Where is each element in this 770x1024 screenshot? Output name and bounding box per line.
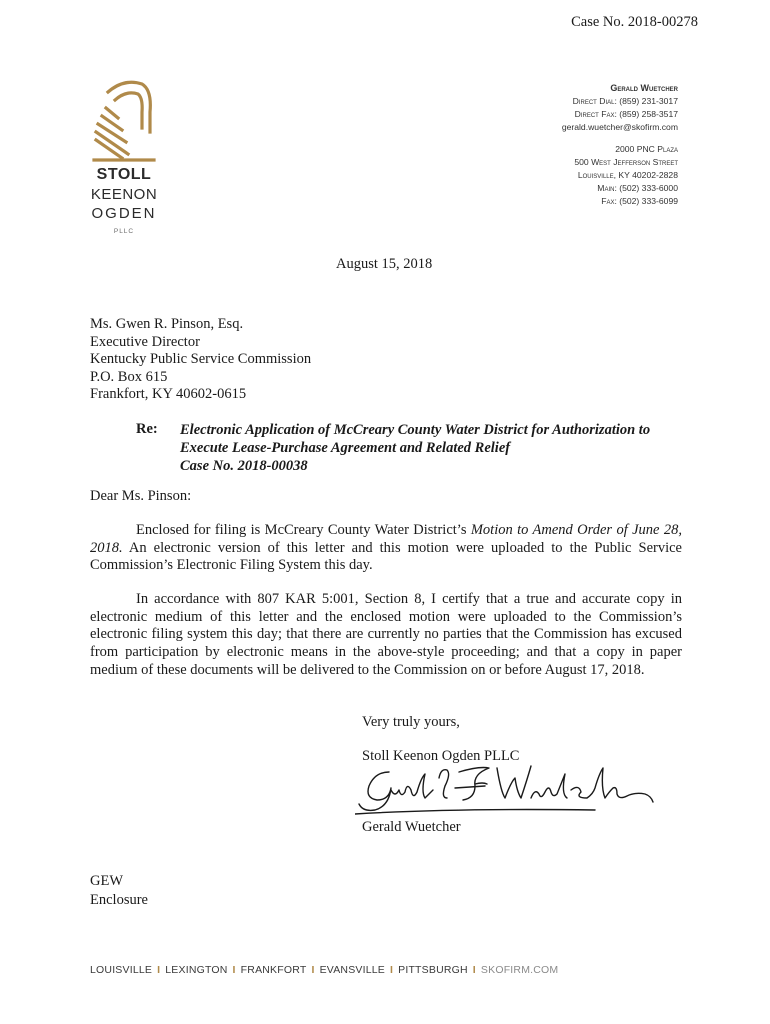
office-louisville: LOUISVILLE	[90, 964, 153, 976]
footer-offices	[90, 964, 558, 976]
firm-name: Stoll Keenon Ogden PLLC	[362, 748, 520, 764]
direct-fax: Direct Fax: (859) 258-3517	[574, 109, 678, 119]
salutation: Dear Ms. Pinson:	[90, 488, 192, 504]
sender-name: Gerald Wuetcher	[610, 83, 678, 93]
re-label: Re:	[136, 421, 158, 437]
notation-block	[90, 872, 148, 910]
recipient-line: Kentucky Public Service Commission	[90, 351, 312, 368]
firm-logo	[88, 78, 160, 243]
main-fax: Fax: (502) 333-6099	[601, 196, 678, 206]
contact-spacer	[562, 134, 678, 143]
address-line-3: Louisville, KY 40202-2828	[577, 170, 678, 180]
para1-text-b: An electronic version of this letter and this motion were uploaded to the Public Service Commission’s Electronic Filing System this day.	[90, 539, 682, 574]
author-initials: GEW	[90, 873, 124, 889]
logo-text-ogden: OGDEN	[91, 205, 157, 222]
footer-separator: I	[390, 964, 394, 976]
knight-logo-icon	[88, 78, 160, 164]
office-pittsburgh: PITTSBURGH	[398, 964, 468, 976]
main-phone: Main: (502) 333-6000	[597, 183, 678, 193]
signer-name: Gerald Wuetcher	[362, 819, 461, 835]
footer-separator: I	[157, 964, 161, 976]
subject-line-2: Execute Lease-Purchase Agreement and Related Relief	[180, 440, 511, 457]
sender-email[interactable]: gerald.wuetcher@skofirm.com	[561, 122, 678, 132]
direct-dial: Direct Dial: (859) 231-3017	[572, 96, 678, 106]
recipient-line: Executive Director	[90, 333, 200, 350]
case-number: Case No. 2018-00278	[571, 14, 698, 30]
subject-case-number: Case No. 2018-00038	[180, 458, 308, 475]
office-frankfort: FRANKFORT	[240, 964, 307, 976]
handwritten-signature	[355, 758, 655, 820]
recipient-address	[90, 316, 311, 404]
closing: Very truly yours,	[362, 714, 460, 730]
recipient-line: Ms. Gwen R. Pinson, Esq.	[90, 316, 244, 332]
subject-line	[180, 421, 700, 476]
logo-text-pllc: PLLC	[113, 228, 135, 235]
footer-separator: I	[232, 964, 236, 976]
address-line-1: 2000 PNC Plaza	[615, 144, 678, 154]
footer-separator: I	[311, 964, 315, 976]
footer-website-link[interactable]: SKOFIRM.COM	[480, 964, 559, 976]
body-paragraph-1	[90, 522, 682, 575]
logo-text-keenon: KEENON	[90, 186, 158, 203]
sender-contact-block	[562, 82, 678, 208]
enclosure-notation: Enclosure	[90, 892, 148, 908]
recipient-line: Frankfort, KY 40602-0615	[90, 386, 247, 403]
para1-text-a: Enclosed for filing is McCreary County Water District’s	[136, 522, 471, 538]
office-lexington: LEXINGTON	[165, 964, 228, 976]
body-paragraph-2: In accordance with 807 KAR 5:001, Section 8, I certify that a true and accurate copy in electronic medium of this letter and the enclosed motion were uploaded to the Commission’s electronic filing system this day; that there are currently no parties that the Commission has excused from participation by electronic means in the above-style proceeding; and that a copy in paper medium of these documents will be delivered to the Commission on or before August 17, 2018.	[90, 591, 682, 678]
footer-separator: I	[472, 964, 476, 976]
motion-title: Motion to Amend Order of June 28, 2018.	[90, 522, 682, 556]
subject-line-1: Electronic Application of McCreary County Water District for Authorization to	[180, 422, 651, 438]
letter-date: August 15, 2018	[336, 256, 433, 272]
recipient-line: P.O. Box 615	[90, 368, 168, 385]
address-line-2: 500 West Jefferson Street	[574, 157, 678, 167]
logo-text-stoll: STOLL	[96, 166, 152, 183]
office-evansville: EVANSVILLE	[319, 964, 385, 976]
